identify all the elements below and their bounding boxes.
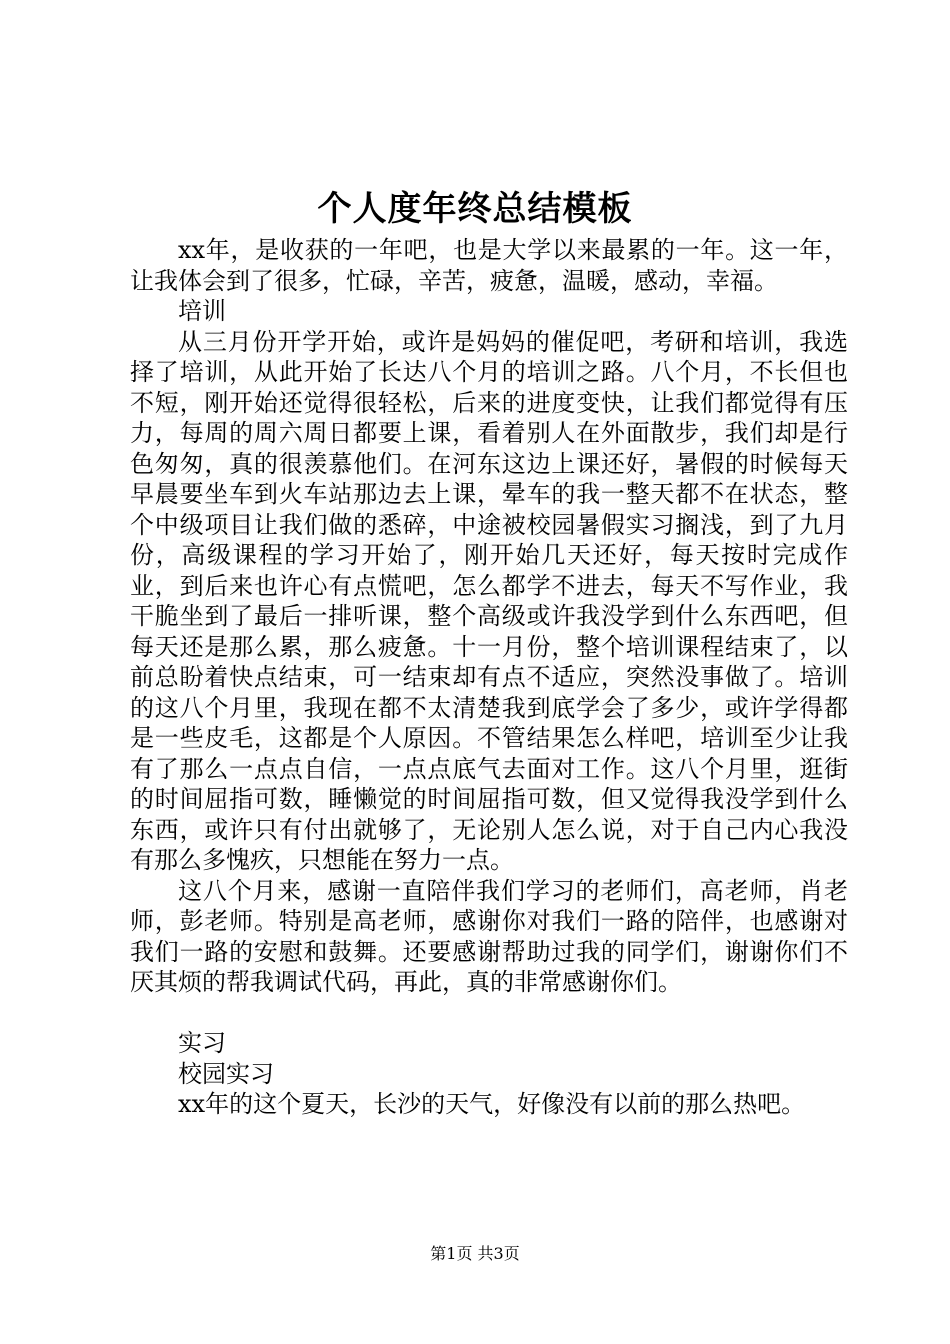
paragraph-intro: xx年，是收获的一年吧，也是大学以来最累的一年。这一年，让我体会到了很多，忙碌，辛苦，疲惫，温暖，感动，幸福。 [130, 236, 848, 295]
heading-campus-internship: 校园实习 [178, 1059, 274, 1088]
page-footer: 第1页 共3页 [430, 1244, 520, 1263]
document-title: 个人度年终总结模板 [317, 189, 633, 229]
paragraph-summer: xx年的这个夏天，长沙的天气，好像没有以前的那么热吧。 [178, 1090, 806, 1118]
heading-training: 培训 [178, 297, 226, 325]
paragraph-training: 从三月份开学开始，或许是妈妈的催促吧，考研和培训，我选择了培训，从此开始了长达八个月的培训之路。八个月，不长但也不短，刚开始还觉得很轻松，后来的进度变快，让我们都觉得有压力，每周的周六周日都要上课，看着别人在外面散步，我们却是行色匆匆，真的很羡慕他们。在河东这边上课还好，暑假的时候每天早晨要坐车到火车站那边去上课，晕车的我一整天都不在状态，整个中级项目让我们做的悉碎，中途被校园暑假实习搁浅，到了九月份，高级课程的学习开始了，刚开始几天还好，每天按时完成作业，到后来也许心有点慌吧，怎么都学不进去，每天不写作业，我干脆坐到了最后一排听课，整个高级或许我没学到什么东西吧，但每天还是那么累，那么疲惫。十一月份，整个培训课程结束了，以前总盼着快点结束，可一结束却有点不适应，突然没事做了。培训的这八个月里，我现在都不太清楚我到底学会了多少，或许学得都是一些皮毛，这都是个人原因。不管结果怎么样吧，培训至少让我有了那么一点点自信，一点点底气去面对工作。这八个月里，逛街的时间屈指可数，睡懒觉的时间屈指可数，但又觉得我没学到什么东西，或许只有付出就够了，无论别人怎么说，对于自己内心我没有那么多愧疚，只想能在努力一点。 [130, 327, 848, 874]
paragraph-thanks: 这八个月来，感谢一直陪伴我们学习的老师们，高老师，肖老师，彭老师。特别是高老师，感谢你对我们一路的陪伴，也感谢对我们一路的安慰和鼓舞。还要感谢帮助过我的同学们，谢谢你们不厌其烦的帮我调试代码，再此，真的非常感谢你们。 [130, 876, 848, 996]
document-body [130, 235, 848, 1120]
blank-line [130, 998, 848, 1029]
heading-internship: 实习 [178, 1029, 226, 1057]
